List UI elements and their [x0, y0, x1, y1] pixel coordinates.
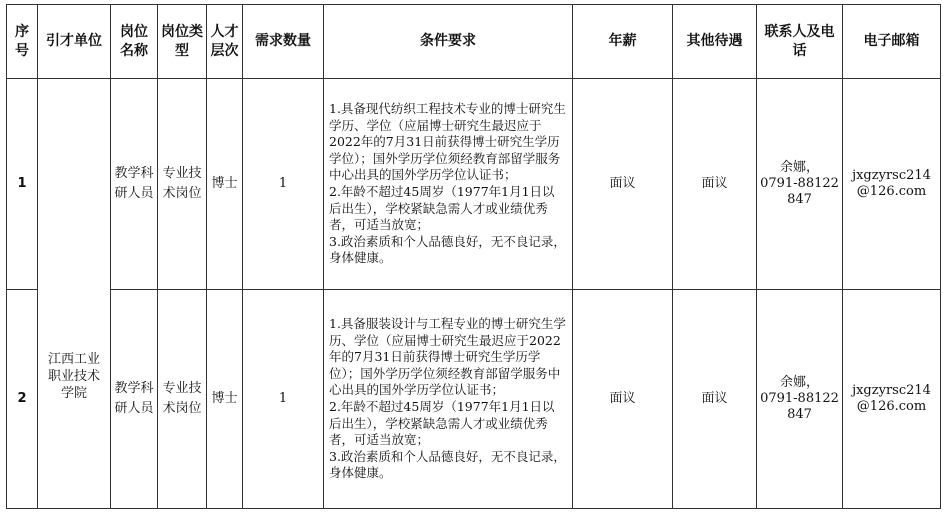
email: jxgzyrsc214@126.com	[843, 79, 941, 290]
row-index: 1	[7, 79, 38, 290]
conditions	[324, 79, 573, 290]
other-benefits: 面议	[673, 290, 757, 509]
table-row	[7, 290, 941, 509]
condition-item: 1.具备服装设计与工程专业的博士研究生学历、学位（应届博士研究生最迟应于2022年的7月31日前获得博士研究生学历学位）；国外学历学位须经教育部留学服务中心出具的国外学历学位认证书；	[329, 316, 566, 398]
condition-item: 2.年龄不超过45周岁（1977年1月1日以后出生），学校紧缺急需人才或业绩优秀者，可适当放宽；	[329, 184, 555, 233]
header-count: 需求数量	[243, 5, 324, 79]
conditions	[324, 290, 573, 509]
table-row	[7, 79, 941, 290]
condition-item: 2.年龄不超过45周岁（1977年1月1日以后出生），学校紧缺急需人才或业绩优秀者，可适当放宽；	[329, 399, 555, 448]
contact-name: 余娜，	[779, 160, 819, 175]
position-name: 教学科研人员	[111, 290, 158, 509]
demand-count: 1	[243, 79, 324, 290]
recruiting-unit	[38, 79, 111, 509]
annual-salary: 面议	[573, 79, 673, 290]
header-conditions: 条件要求	[324, 5, 573, 79]
header-email: 电子邮箱	[843, 5, 941, 79]
recruitment-table	[6, 4, 941, 509]
header-level: 人才层次	[207, 5, 243, 79]
header-unit: 引才单位	[38, 5, 111, 79]
contact	[757, 79, 843, 290]
recruiting-unit-text: 江西工业职业技术学院	[47, 352, 100, 401]
condition-item: 3.政治素质和个人品德良好，无不良记录，身体健康。	[329, 448, 566, 481]
position-type: 专业技术岗位	[158, 290, 207, 509]
other-benefits: 面议	[673, 79, 757, 290]
header-salary: 年薪	[573, 5, 673, 79]
condition-item: 1.具备现代纺织工程技术专业的博士研究生学历、学位（应届博士研究生最迟应于2022年的7月31日前获得博士研究生学历学位）；国外学历学位须经教育部留学服务中心出具的国外学历学位认证书；	[329, 101, 566, 183]
header-position-type: 岗位类型	[158, 5, 207, 79]
header-position-name: 岗位名称	[111, 5, 158, 79]
talent-level: 博士	[207, 290, 243, 509]
header-benefits: 其他待遇	[673, 5, 757, 79]
position-type: 专业技术岗位	[158, 79, 207, 290]
contact-phone: 0791-88122847	[760, 176, 839, 207]
email: jxgzyrsc214@126.com	[843, 290, 941, 509]
header-row	[7, 5, 941, 79]
contact	[757, 290, 843, 509]
condition-item: 3.政治素质和个人品德良好，无不良记录，身体健康。	[329, 233, 566, 266]
contact-name: 余娜，	[779, 375, 819, 390]
contact-phone: 0791-88122847	[760, 391, 839, 422]
annual-salary: 面议	[573, 290, 673, 509]
header-contact: 联系人及电话	[757, 5, 843, 79]
talent-level: 博士	[207, 79, 243, 290]
position-name: 教学科研人员	[111, 79, 158, 290]
row-index: 2	[7, 290, 38, 509]
header-index: 序号	[7, 5, 38, 79]
demand-count: 1	[243, 290, 324, 509]
